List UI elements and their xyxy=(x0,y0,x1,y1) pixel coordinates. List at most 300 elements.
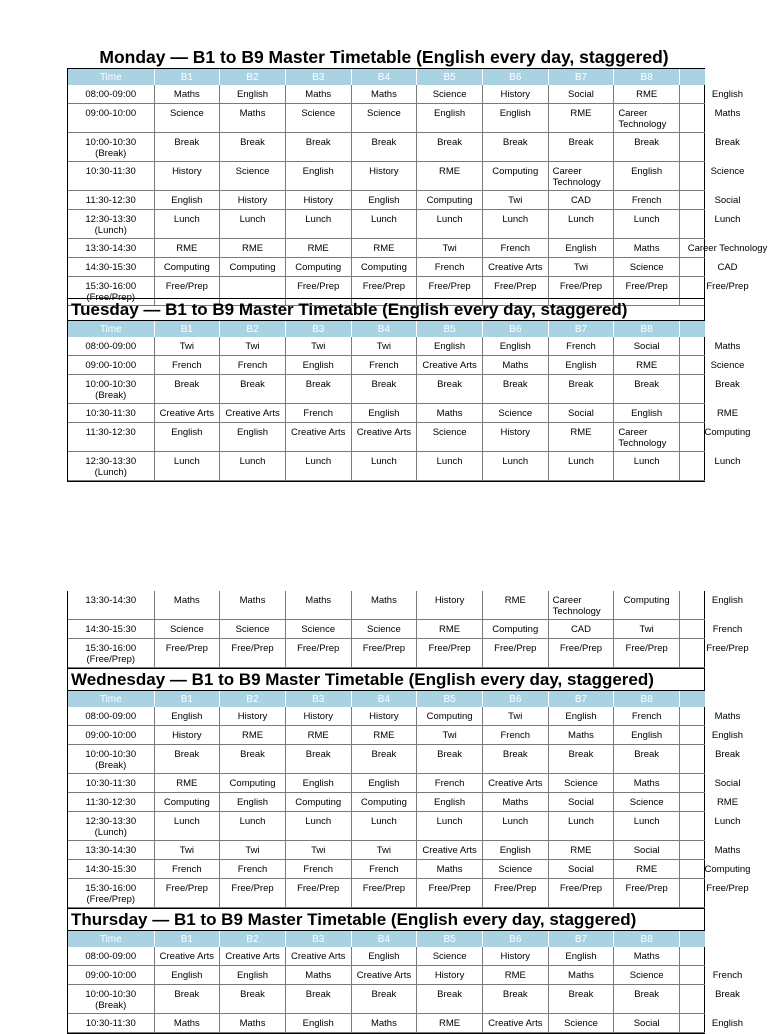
subject-cell: Maths xyxy=(614,774,680,793)
subject-cell: Social xyxy=(548,404,614,423)
subject-label: RME xyxy=(716,408,739,419)
subject-cell: Maths xyxy=(417,404,483,423)
subject-cell: English xyxy=(614,726,680,745)
subject-cell: Science xyxy=(548,774,614,793)
subject-cell: French xyxy=(482,239,548,258)
subject-cell: Free/Prep xyxy=(614,277,680,306)
subject-cell: History xyxy=(417,966,483,985)
table-row xyxy=(68,133,705,162)
subject-cell: History xyxy=(351,707,417,726)
subject-cell: Free/Prep xyxy=(285,277,351,306)
subject-cell: Maths xyxy=(220,104,286,133)
column-header-time: Time xyxy=(68,691,154,707)
subject-cell: RME xyxy=(614,860,680,879)
subject-cell: Free/Prep xyxy=(154,879,220,908)
subject-cell: Computing xyxy=(417,191,483,210)
subject-cell xyxy=(680,812,741,841)
column-header-class: B1 xyxy=(154,69,220,85)
subject-cell: Career Technology xyxy=(548,162,614,191)
subject-cell: Free/Prep xyxy=(548,879,614,908)
time-slot-cell: 09:00-10:00 xyxy=(68,726,154,745)
subject-cell: Social xyxy=(614,1014,680,1033)
subject-cell: Computing xyxy=(482,162,548,191)
subject-cell: Maths xyxy=(614,239,680,258)
subject-cell: History xyxy=(482,423,548,452)
subject-cell: Social xyxy=(548,85,614,104)
subject-cell: Free/Prep xyxy=(482,639,548,668)
subject-cell: Science xyxy=(417,423,483,452)
subject-cell: RME xyxy=(417,162,483,191)
subject-label: French xyxy=(712,624,743,635)
column-header-class: B8 xyxy=(614,69,680,85)
subject-cell: Maths xyxy=(351,1014,417,1033)
subject-cell: Science xyxy=(614,966,680,985)
subject-cell: Computing xyxy=(417,707,483,726)
subject-cell xyxy=(680,841,741,860)
subject-cell: RME xyxy=(285,239,351,258)
subject-cell: Science xyxy=(285,104,351,133)
subject-cell: Free/Prep xyxy=(417,879,483,908)
time-slot-cell: 14:30-15:30 xyxy=(68,620,154,639)
time-slot-cell: 09:00-10:00 xyxy=(68,356,154,375)
subject-cell: Creative Arts xyxy=(351,966,417,985)
subject-cell xyxy=(680,337,741,356)
time-slot-cell: 15:30-16:00 (Free/Prep) xyxy=(68,277,154,306)
subject-cell: Free/Prep xyxy=(614,879,680,908)
wednesday-table-block xyxy=(67,591,751,1034)
column-header-time: Time xyxy=(68,69,154,85)
time-slot-cell: 10:30-11:30 xyxy=(68,162,154,191)
time-slot-cell: 10:00-10:30 (Break) xyxy=(68,133,154,162)
subject-label: Maths xyxy=(714,341,741,352)
subject-cell: Break xyxy=(614,745,680,774)
subject-cell: English xyxy=(285,162,351,191)
subject-label: Social xyxy=(714,195,741,206)
header-row xyxy=(68,69,705,85)
subject-cell: French xyxy=(351,860,417,879)
subject-cell: RME xyxy=(285,726,351,745)
subject-cell: Creative Arts xyxy=(220,404,286,423)
subject-label: Lunch xyxy=(714,214,741,225)
subject-cell xyxy=(680,104,741,133)
column-header-class: B3 xyxy=(285,691,351,707)
time-slot-cell: 10:00-10:30 (Break) xyxy=(68,985,154,1014)
subject-cell: History xyxy=(154,726,220,745)
subject-cell: Lunch xyxy=(417,812,483,841)
subject-cell: Break xyxy=(351,133,417,162)
subject-cell xyxy=(680,793,739,812)
subject-cell: English xyxy=(548,707,614,726)
subject-cell: Maths xyxy=(351,591,417,620)
subject-cell: Lunch xyxy=(482,812,548,841)
table-row xyxy=(68,774,705,793)
subject-label: Free/Prep xyxy=(706,643,749,654)
subject-cell xyxy=(680,375,740,404)
subject-cell: English xyxy=(154,707,220,726)
subject-cell: English xyxy=(614,162,680,191)
subject-cell: English xyxy=(614,404,680,423)
subject-cell: Lunch xyxy=(482,210,548,239)
subject-cell xyxy=(680,860,751,879)
subject-cell: Break xyxy=(482,985,548,1014)
subject-cell: Twi xyxy=(417,239,483,258)
subject-cell: Social xyxy=(614,337,680,356)
subject-cell: Maths xyxy=(548,966,614,985)
time-slot-cell: 13:30-14:30 xyxy=(68,591,154,620)
subject-cell: Lunch xyxy=(154,812,220,841)
subject-cell xyxy=(680,639,749,668)
subject-cell: Break xyxy=(351,985,417,1014)
subject-cell: RME xyxy=(482,591,548,620)
subject-cell: Break xyxy=(614,985,680,1014)
subject-cell: Break xyxy=(548,985,614,1014)
subject-cell: Free/Prep xyxy=(548,639,614,668)
subject-cell: Creative Arts xyxy=(220,947,286,966)
time-slot-cell: 12:30-13:30 (Lunch) xyxy=(68,812,154,841)
subject-cell: Break xyxy=(351,375,417,404)
timetable xyxy=(68,691,751,908)
subject-cell xyxy=(680,210,741,239)
subject-cell: English xyxy=(285,356,351,375)
subject-cell: RME xyxy=(548,841,614,860)
column-header-class: B7 xyxy=(548,321,614,337)
subject-cell: CAD xyxy=(548,620,614,639)
subject-cell: Twi xyxy=(548,258,614,277)
subject-cell: Computing xyxy=(482,620,548,639)
column-header-class: B7 xyxy=(548,931,614,947)
column-header-class: B4 xyxy=(351,69,417,85)
subject-label: Computing xyxy=(704,864,751,875)
day-title: Thursday — B1 to B9 Master Timetable (English every day, staggered) xyxy=(68,908,704,931)
subject-cell: Science xyxy=(154,620,220,639)
subject-label: Break xyxy=(715,379,740,390)
subject-cell: Twi xyxy=(154,841,220,860)
subject-cell: Lunch xyxy=(614,452,680,481)
subject-cell: Maths xyxy=(614,947,680,966)
table-row xyxy=(68,726,705,745)
table-row xyxy=(68,591,705,620)
subject-cell: French xyxy=(285,860,351,879)
table-row xyxy=(68,947,705,966)
subject-cell: Twi xyxy=(351,841,417,860)
subject-cell: History xyxy=(482,947,548,966)
subject-label: Break xyxy=(715,137,740,148)
subject-cell: Lunch xyxy=(351,210,417,239)
subject-cell: Lunch xyxy=(154,210,220,239)
column-header-class: B6 xyxy=(482,321,548,337)
subject-cell: French xyxy=(482,726,548,745)
subject-cell: Maths xyxy=(220,1014,286,1033)
subject-cell: Free/Prep xyxy=(154,277,220,306)
subject-cell: English xyxy=(154,423,220,452)
subject-cell: Maths xyxy=(220,591,286,620)
subject-label: Maths xyxy=(714,108,741,119)
subject-cell: Lunch xyxy=(417,210,483,239)
column-header-class: B5 xyxy=(417,691,483,707)
column-header-class: B2 xyxy=(220,321,286,337)
subject-cell: Lunch xyxy=(417,452,483,481)
subject-cell: Lunch xyxy=(351,452,417,481)
time-slot-cell: 08:00-09:00 xyxy=(68,707,154,726)
subject-cell: RME xyxy=(548,104,614,133)
day-title: Wednesday — B1 to B9 Master Timetable (English every day, staggered) xyxy=(68,668,704,691)
table-row xyxy=(68,793,705,812)
time-slot-cell: 08:00-09:00 xyxy=(68,947,154,966)
subject-cell: Creative Arts xyxy=(482,1014,548,1033)
subject-cell: Computing xyxy=(220,258,286,277)
subject-cell xyxy=(680,726,744,745)
subject-cell: Free/Prep xyxy=(154,639,220,668)
subject-label: English xyxy=(711,1018,744,1029)
subject-cell: Break xyxy=(220,985,286,1014)
subject-cell: Science xyxy=(614,258,680,277)
subject-cell xyxy=(680,947,705,966)
column-header-class: B2 xyxy=(220,69,286,85)
subject-cell: English xyxy=(417,104,483,133)
subject-cell: French xyxy=(548,337,614,356)
column-header-class: B7 xyxy=(548,691,614,707)
subject-cell: Maths xyxy=(154,591,220,620)
subject-cell: Science xyxy=(417,85,483,104)
time-slot-cell: 14:30-15:30 xyxy=(68,860,154,879)
column-header-class: B6 xyxy=(482,931,548,947)
subject-cell: Science xyxy=(285,620,351,639)
subject-cell: Break xyxy=(417,133,483,162)
timetable xyxy=(68,321,751,481)
column-header-class: B4 xyxy=(351,691,417,707)
table-row xyxy=(68,966,705,985)
subject-cell: RME xyxy=(154,239,220,258)
subject-cell: Maths xyxy=(154,1014,220,1033)
table-row xyxy=(68,707,705,726)
subject-cell: Computing xyxy=(351,793,417,812)
subject-cell: English xyxy=(220,85,286,104)
subject-cell: Science xyxy=(482,860,548,879)
subject-cell: Free/Prep xyxy=(351,639,417,668)
table-row xyxy=(68,639,705,668)
column-header-class xyxy=(680,321,705,337)
time-slot-cell: 12:30-13:30 (Lunch) xyxy=(68,210,154,239)
subject-label: Lunch xyxy=(714,456,741,467)
subject-cell: Break xyxy=(285,375,351,404)
subject-cell: Free/Prep xyxy=(285,879,351,908)
subject-label: Science xyxy=(710,166,745,177)
subject-cell: French xyxy=(285,404,351,423)
column-header-class: B2 xyxy=(220,691,286,707)
subject-cell: English xyxy=(154,966,220,985)
subject-cell: Free/Prep xyxy=(482,277,548,306)
subject-label: Maths xyxy=(714,711,741,722)
subject-cell: Lunch xyxy=(548,210,614,239)
subject-cell: English xyxy=(548,947,614,966)
table-row xyxy=(68,191,705,210)
subject-cell: Computing xyxy=(220,774,286,793)
subject-cell: Career Technology xyxy=(548,591,614,620)
column-header-class: B6 xyxy=(482,691,548,707)
column-header-class: B6 xyxy=(482,69,548,85)
subject-cell: Break xyxy=(548,745,614,774)
subject-cell xyxy=(680,356,745,375)
subject-cell: History xyxy=(285,191,351,210)
subject-cell: Twi xyxy=(285,337,351,356)
time-slot-cell: 08:00-09:00 xyxy=(68,85,154,104)
column-header-class: B3 xyxy=(285,69,351,85)
timetable xyxy=(68,591,749,668)
table-row xyxy=(68,423,705,452)
subject-cell: Creative Arts xyxy=(482,258,548,277)
subject-cell: Science xyxy=(614,793,680,812)
time-slot-cell: 08:00-09:00 xyxy=(68,337,154,356)
subject-label: RME xyxy=(716,797,739,808)
subject-cell: Break xyxy=(417,375,483,404)
time-slot-cell: 11:30-12:30 xyxy=(68,423,154,452)
subject-label: Computing xyxy=(704,427,751,438)
subject-label: Social xyxy=(714,778,741,789)
subject-cell: Career Technology xyxy=(614,423,680,452)
subject-cell: Twi xyxy=(614,620,680,639)
subject-cell: Twi xyxy=(482,191,548,210)
subject-cell: History xyxy=(285,707,351,726)
subject-cell: Creative Arts xyxy=(482,774,548,793)
subject-cell: Science xyxy=(351,104,417,133)
subject-cell: English xyxy=(548,356,614,375)
subject-cell: Lunch xyxy=(154,452,220,481)
subject-cell: English xyxy=(220,793,286,812)
subject-cell: French xyxy=(154,356,220,375)
subject-cell: Social xyxy=(548,793,614,812)
subject-cell: History xyxy=(220,191,286,210)
table-row xyxy=(68,745,705,774)
column-header-class: B8 xyxy=(614,321,680,337)
column-header-class xyxy=(680,931,705,947)
subject-cell: Lunch xyxy=(285,210,351,239)
subject-cell: Break xyxy=(285,745,351,774)
subject-cell: RME xyxy=(351,726,417,745)
subject-cell: Creative Arts xyxy=(154,404,220,423)
subject-label: Free/Prep xyxy=(706,281,749,292)
subject-cell: Twi xyxy=(154,337,220,356)
time-slot-cell: 14:30-15:30 xyxy=(68,258,154,277)
subject-cell xyxy=(680,707,741,726)
subject-cell: Break xyxy=(220,375,286,404)
subject-cell: Break xyxy=(417,745,483,774)
table-row xyxy=(68,452,705,481)
timetable xyxy=(68,931,744,1033)
subject-cell: Break xyxy=(220,133,286,162)
subject-cell: Break xyxy=(154,985,220,1014)
subject-cell: Twi xyxy=(220,337,286,356)
table-row xyxy=(68,812,705,841)
column-header-class: B1 xyxy=(154,931,220,947)
subject-cell: French xyxy=(351,356,417,375)
column-header-class: B5 xyxy=(417,69,483,85)
time-slot-cell: 10:00-10:30 (Break) xyxy=(68,375,154,404)
table-row xyxy=(68,404,705,423)
subject-cell: Free/Prep xyxy=(614,639,680,668)
subject-cell: Computing xyxy=(285,258,351,277)
subject-cell: French xyxy=(417,774,483,793)
subject-cell: Break xyxy=(220,745,286,774)
subject-cell: RME xyxy=(351,239,417,258)
subject-cell: French xyxy=(220,356,286,375)
subject-cell: RME xyxy=(614,85,680,104)
time-slot-cell: 09:00-10:00 xyxy=(68,966,154,985)
subject-cell: English xyxy=(482,104,548,133)
subject-cell: Lunch xyxy=(220,452,286,481)
subject-cell xyxy=(680,423,751,452)
subject-cell: Lunch xyxy=(614,210,680,239)
header-row xyxy=(68,931,705,947)
subject-cell xyxy=(680,258,738,277)
subject-cell: Free/Prep xyxy=(351,277,417,306)
subject-label: English xyxy=(711,89,744,100)
subject-cell: English xyxy=(220,423,286,452)
time-slot-cell: 09:00-10:00 xyxy=(68,104,154,133)
subject-cell: Break xyxy=(351,745,417,774)
subject-cell: Twi xyxy=(417,726,483,745)
column-header-class: B8 xyxy=(614,691,680,707)
subject-cell: Free/Prep xyxy=(417,277,483,306)
subject-cell: Creative Arts xyxy=(417,356,483,375)
subject-cell: Creative Arts xyxy=(351,423,417,452)
subject-cell xyxy=(680,162,745,191)
subject-label: Career Technology xyxy=(687,243,768,254)
time-slot-cell: 11:30-12:30 xyxy=(68,191,154,210)
subject-label: CAD xyxy=(717,262,738,273)
subject-cell: English xyxy=(154,191,220,210)
subject-cell: Lunch xyxy=(351,812,417,841)
subject-cell: Twi xyxy=(351,337,417,356)
subject-cell: French xyxy=(154,860,220,879)
subject-cell: English xyxy=(220,966,286,985)
subject-cell: RME xyxy=(548,423,614,452)
subject-cell: RME xyxy=(220,239,286,258)
subject-cell: Twi xyxy=(482,707,548,726)
subject-cell xyxy=(680,1014,744,1033)
subject-cell: Break xyxy=(614,133,680,162)
time-slot-cell: 10:00-10:30 (Break) xyxy=(68,745,154,774)
table-row xyxy=(68,375,705,404)
column-header-class: B1 xyxy=(154,691,220,707)
subject-cell: Computing xyxy=(154,793,220,812)
timetable xyxy=(68,69,768,306)
table-row xyxy=(68,104,705,133)
tuesday-table-block xyxy=(67,298,751,482)
table-row xyxy=(68,210,705,239)
column-header-class: B2 xyxy=(220,931,286,947)
subject-cell: History xyxy=(482,85,548,104)
subject-cell: Twi xyxy=(220,841,286,860)
subject-cell: English xyxy=(285,1014,351,1033)
subject-cell: Creative Arts xyxy=(154,947,220,966)
subject-cell: English xyxy=(351,191,417,210)
subject-cell: Career Technology xyxy=(614,104,680,133)
subject-cell: Computing xyxy=(285,793,351,812)
column-header-class: B3 xyxy=(285,931,351,947)
subject-cell: Social xyxy=(548,860,614,879)
time-slot-cell: 10:30-11:30 xyxy=(68,404,154,423)
subject-cell: English xyxy=(351,947,417,966)
subject-cell: Creative Arts xyxy=(285,423,351,452)
subject-cell: Maths xyxy=(285,85,351,104)
subject-cell: Maths xyxy=(482,793,548,812)
subject-cell xyxy=(680,966,743,985)
subject-cell: Computing xyxy=(614,591,680,620)
subject-cell xyxy=(680,591,744,620)
table-row xyxy=(68,985,705,1014)
subject-cell: Break xyxy=(154,745,220,774)
table-row xyxy=(68,620,705,639)
